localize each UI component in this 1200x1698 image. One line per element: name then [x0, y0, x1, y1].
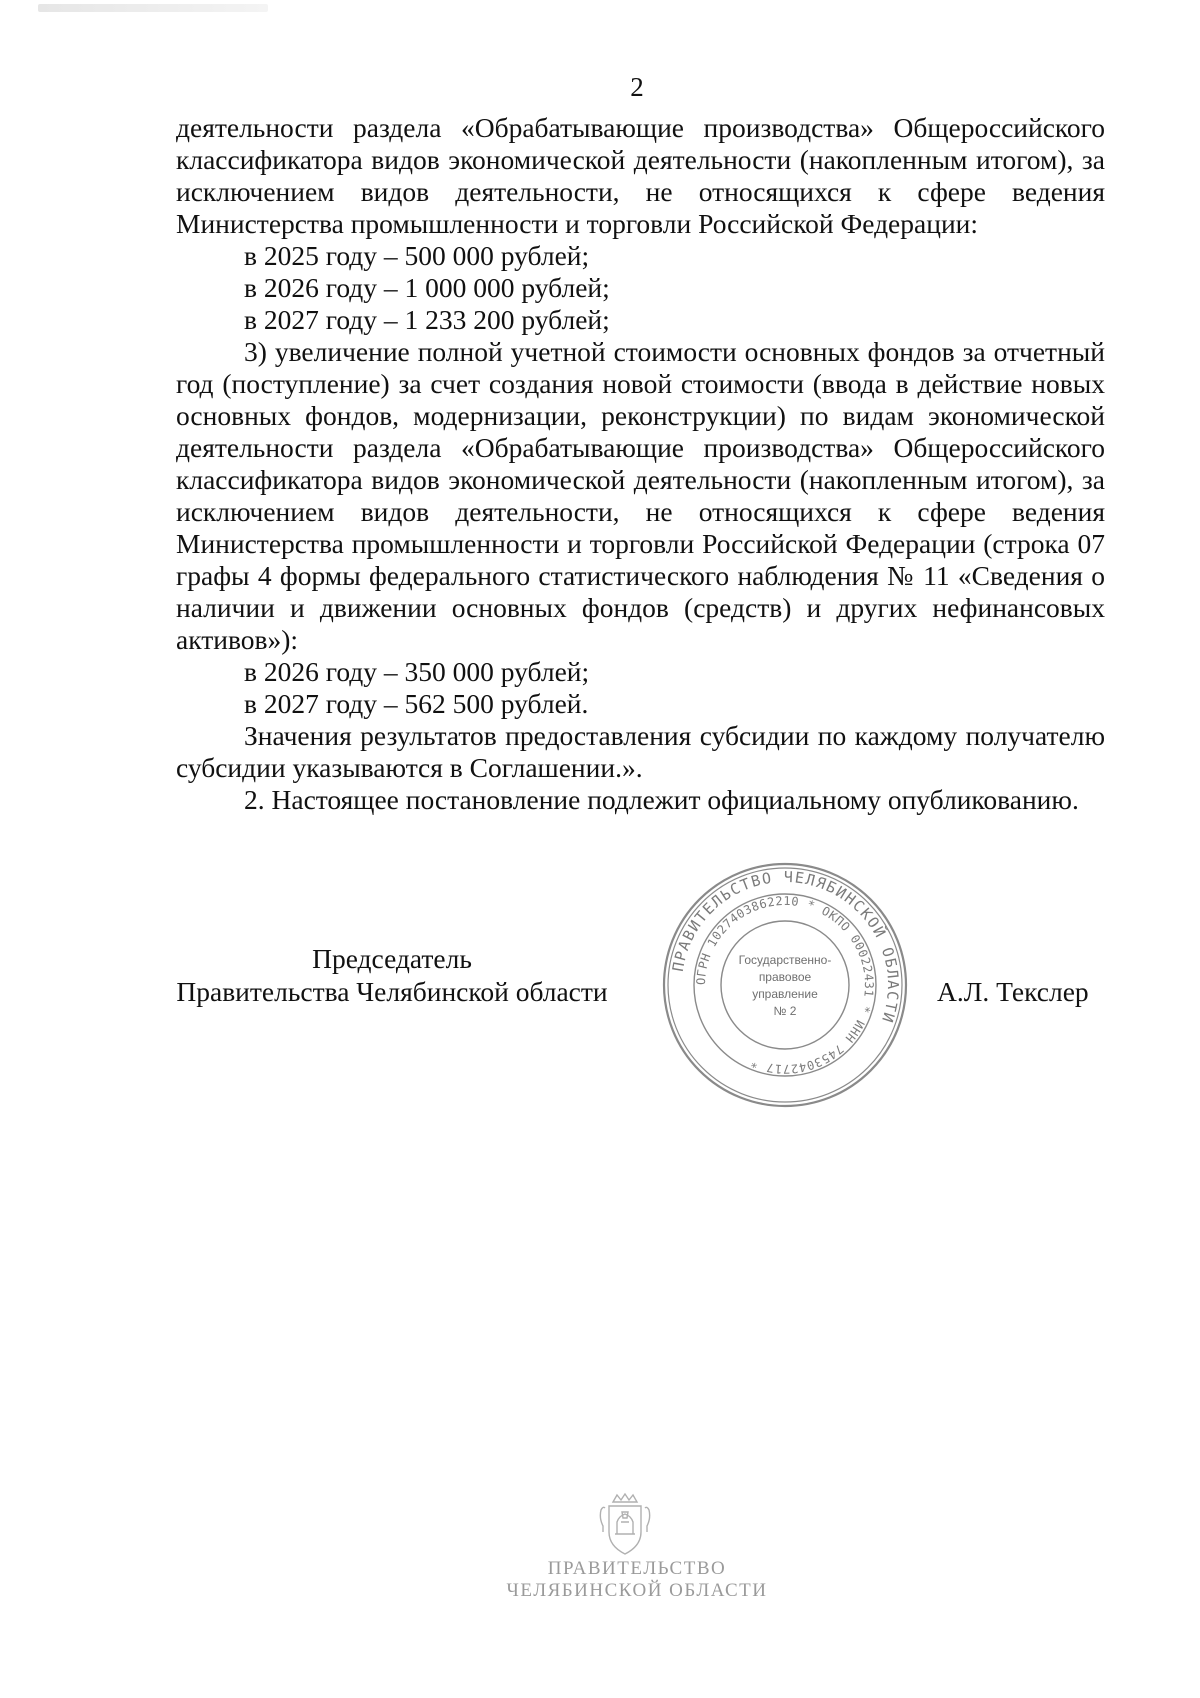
signatory-title — [172, 942, 612, 1008]
body-line: основных фондов, модернизации, реконструкции) по видам экономической — [176, 400, 1105, 431]
body-line: Министерства промышленности и торговли Российской Федерации (строка 07 — [176, 528, 1105, 559]
scan-artifact — [38, 4, 268, 12]
list-item: в 2026 году – 350 000 рублей; — [244, 656, 590, 687]
body-line: деятельности раздела «Обрабатывающие производства» Общероссийского — [176, 432, 1105, 463]
signatory-title-line: Правительства Челябинской области — [176, 976, 608, 1007]
list-item: в 2026 году – 1 000 000 рублей; — [244, 272, 610, 303]
body-line: исключением видов деятельности, не относящихся к сфере ведения — [176, 176, 1105, 207]
body-line: Значения результатов предоставления субсидии по каждому получателю — [244, 720, 1105, 751]
body-line: исключением видов деятельности, не относящихся к сфере ведения — [176, 496, 1105, 527]
body-line: год (поступление) за счет создания новой стоимости (ввода в действие новых — [176, 368, 1105, 399]
body-line: классификатора видов экономической деятельности (накопленным итогом), за — [176, 464, 1105, 495]
stamp-inner-text: ОГРН 1027403862210 * ОКПО 00022431 * ИНН 7453042717 * — [693, 893, 877, 1077]
footer-line: ПРАВИТЕЛЬСТВО — [547, 1558, 727, 1579]
body-line: наличии и движении основных фондов (средств) и других нефинансовых — [176, 592, 1105, 623]
footer-line: ЧЕЛЯБИНСКОЙ ОБЛАСТИ — [506, 1580, 768, 1601]
body-line: Министерства промышленности и торговли Российской Федерации: — [176, 208, 979, 239]
signatory-name: А.Л. Текслер — [937, 976, 1089, 1007]
list-item: в 2027 году – 562 500 рублей. — [244, 688, 589, 719]
government-footer — [0, 1558, 1200, 1602]
list-item: в 2025 году – 500 000 рублей; — [244, 240, 590, 271]
stamp-center-line: Государственно- — [738, 953, 832, 967]
body-line: активов»): — [176, 624, 299, 655]
body-line: графы 4 формы федерального статистического наблюдения № 11 «Сведения о — [176, 560, 1105, 591]
document-body — [176, 112, 1105, 816]
stamp-center-line: управление — [752, 987, 818, 1001]
official-stamp — [660, 860, 910, 1110]
coat-of-arms-icon — [595, 1492, 655, 1560]
signatory-title-line: Председатель — [312, 943, 472, 974]
body-line: классификатора видов экономической деятельности (накопленным итогом), за — [176, 144, 1105, 175]
list-item: в 2027 году – 1 233 200 рублей; — [244, 304, 610, 335]
stamp-center-line: правовое — [758, 970, 812, 984]
body-line: 2. Настоящее постановление подлежит официальному опубликованию. — [244, 784, 1079, 815]
page-number: 2 — [630, 72, 644, 102]
stamp-center-line: № 2 — [773, 1004, 797, 1018]
body-line: 3) увеличение полной учетной стоимости основных фондов за отчетный — [244, 336, 1105, 367]
body-line: деятельности раздела «Обрабатывающие производства» Общероссийского — [176, 112, 1105, 143]
body-line: субсидии указываются в Соглашении.». — [176, 752, 643, 783]
stamp-outer-text: ПРАВИТЕЛЬСТВО ЧЕЛЯБИНСКОЙ ОБЛАСТИ — [668, 867, 903, 1026]
